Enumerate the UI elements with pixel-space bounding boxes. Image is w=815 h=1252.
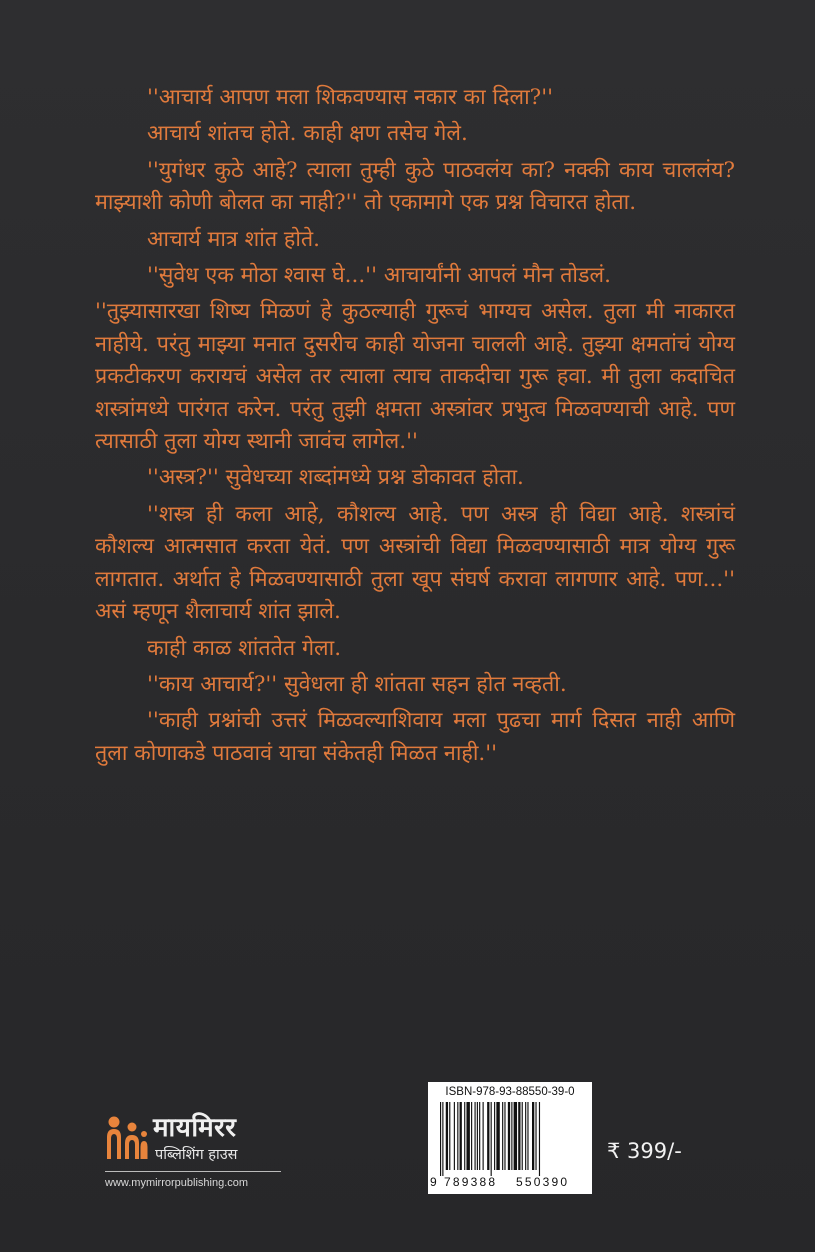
isbn-text: ISBN-978-93-88550-39-0 xyxy=(445,1086,575,1098)
paragraph: ''तुझ्यासारखा शिष्य मिळणं हे कुठल्याही गुरूचं भाग्यच असेल. तुला मी नाकारत नाहीये. परंतु माझ्या मनात दुसरीच काही योजना चालली आहे. तुझ्या क्षमतांचं योग्य प्रकटीकरण करायचं असेल तर त्याला त्याच ताकदीचा गुरू हवा. मी तुला कदाचित शस्त्रांमध्ये पारंगत करेन. परंतु तुझी क्षमता अस्त्रांवर प्रभुत्व मिळवण्याची आहे. पण त्यासाठी तुला योग्य स्थानी जावंच लागेल.'' xyxy=(95,299,735,455)
barcode-bar xyxy=(466,1102,469,1170)
barcode-bar xyxy=(527,1102,528,1170)
barcode-bar xyxy=(477,1102,478,1170)
publisher-subtitle: पब्लिशिंग हाउस xyxy=(155,1147,238,1163)
barcode-bar xyxy=(479,1102,480,1170)
barcode-bar xyxy=(508,1102,510,1170)
barcode-bar xyxy=(449,1102,450,1170)
paragraph: ''शस्त्र ही कला आहे, कौशल्य आहे. पण अस्त्र ही विद्या आहे. शस्त्रांचं कौशल्य आत्मसात करता येतं. पण अस्त्रांची विद्या मिळवण्यासाठी मात्र योग्य गुरू लागतात. अर्थात हे मिळवण्यासाठी तुला खूप संघर्ष करावा लागणार आहे. पण...'' असं म्हणून शैलाचार्य शांत झाले. xyxy=(95,501,735,625)
barcode-bar xyxy=(440,1102,441,1176)
barcode-bar xyxy=(457,1102,458,1170)
publisher-url: www.mymirrorpublishing.com xyxy=(105,1177,249,1189)
barcode-bar xyxy=(475,1102,476,1170)
blurb-text xyxy=(95,82,735,774)
paragraph: ''काय आचार्य?'' सुवेधला ही शांतता सहन होत नव्हती. xyxy=(147,671,567,697)
barcode-bar xyxy=(502,1102,503,1170)
barcode-digits-right: 550390 xyxy=(516,1175,570,1189)
price-label: ₹ 399/- xyxy=(607,1139,682,1163)
barcode-bar xyxy=(496,1102,499,1170)
barcode-label xyxy=(428,1082,592,1194)
barcode-bar xyxy=(504,1102,505,1170)
barcode-digit-first: 9 xyxy=(430,1175,437,1189)
barcode-bar xyxy=(464,1102,465,1170)
barcode-bar xyxy=(535,1102,536,1170)
paragraph: काही काळ शांततेत गेला. xyxy=(147,635,342,661)
barcode-bar xyxy=(511,1102,512,1170)
paragraph: आचार्य शांतच होते. काही क्षण तसेच गेले. xyxy=(147,121,468,147)
barcode-bar xyxy=(487,1102,489,1170)
barcode-bar xyxy=(491,1102,492,1176)
paragraph: ''काही प्रश्नांची उत्तरं मिळवल्याशिवाय मला पुढचा मार्ग दिसत नाही आणि तुला कोणाकडे पाठवावं याचा संकेतही मिळत नाही.'' xyxy=(95,708,735,766)
paragraph: ''आचार्य आपण मला शिकवण्यास नकार का दिला?'' xyxy=(147,85,554,110)
barcode-bar xyxy=(494,1102,495,1170)
barcode-digits-left: 789388 xyxy=(444,1175,498,1189)
barcode-bar xyxy=(525,1102,526,1170)
barcode-bar xyxy=(532,1102,534,1170)
publisher-name: मायमिरर xyxy=(153,1113,237,1143)
barcode-bar xyxy=(518,1102,520,1170)
divider xyxy=(105,1171,281,1172)
paragraph: ''सुवेध एक मोठा श्वास घे...'' आचार्यांनी आपलं मौन तोडलं. xyxy=(147,263,611,289)
barcode-bar xyxy=(471,1102,472,1170)
people-logo-icon xyxy=(105,1113,149,1161)
paragraph: ''अस्त्र?'' सुवेधच्या शब्दांमध्ये प्रश्न डोकावत होता. xyxy=(147,465,524,491)
barcode-bar xyxy=(522,1102,523,1170)
barcode-bar xyxy=(446,1102,448,1170)
barcode-bar xyxy=(460,1102,462,1170)
barcode-icon xyxy=(436,1102,586,1176)
paragraph: आचार्य मात्र शांत होते. xyxy=(147,226,320,252)
barcode-bar xyxy=(514,1102,517,1170)
publisher-block xyxy=(105,1108,305,1198)
paragraph: ''युगंधर कुठे आहे? त्याला तुम्ही कुठे पाठवलंय का? नक्की काय चाललंय? माझ्याशी कोणी बोलत का नाही?'' तो एकामागे एक प्रश्न विचारत होता. xyxy=(95,157,735,216)
barcode-bar xyxy=(454,1102,455,1170)
barcode-bar xyxy=(483,1102,484,1170)
barcode-bar xyxy=(442,1102,443,1176)
barcode-bar xyxy=(539,1102,540,1176)
